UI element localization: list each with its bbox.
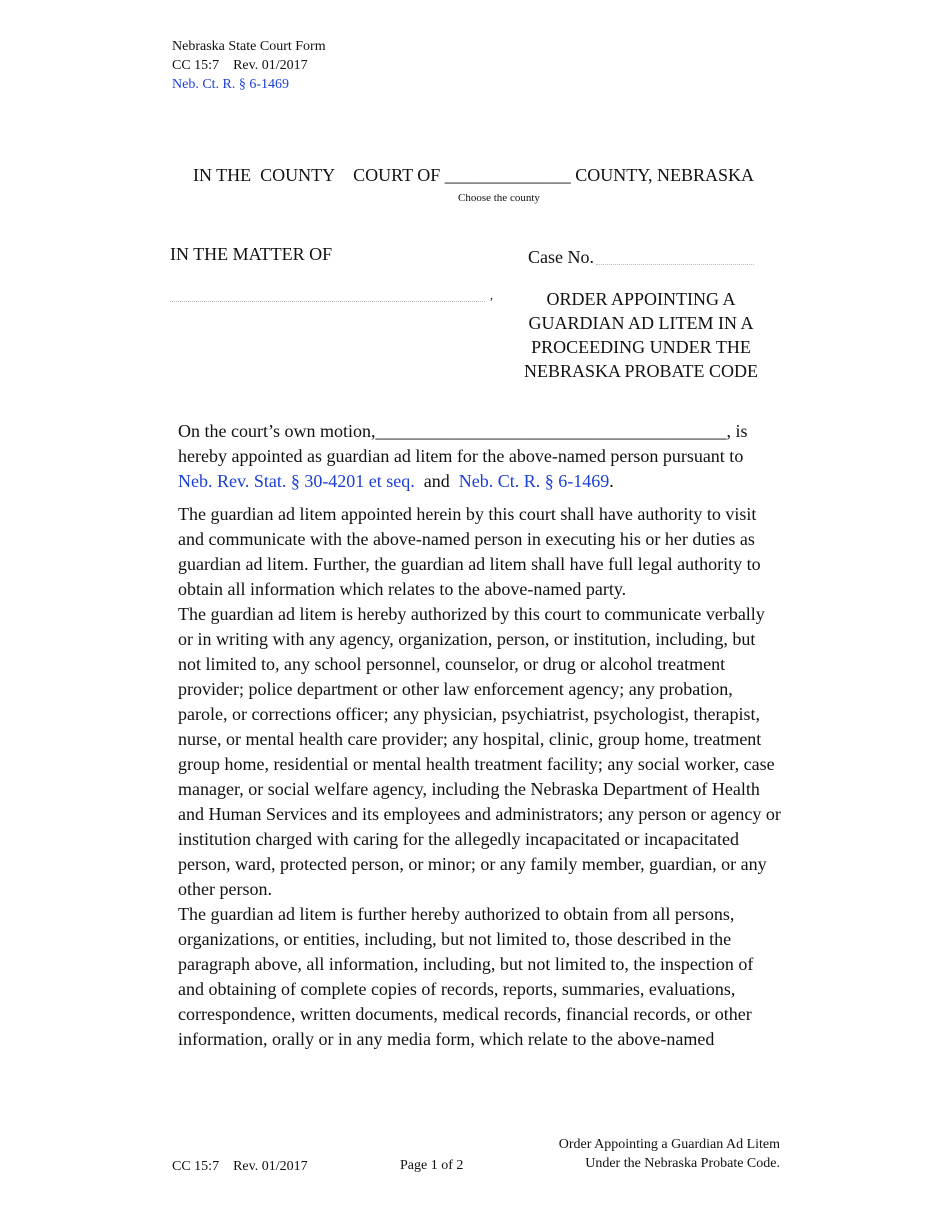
communication-paragraph: The guardian ad litem is hereby authorized by this court to communicate verbally or in writing with any agency, organization, person, or institution, including, but not limited to, any school personnel, counselor, or drug or alcohol treatment provider; police department or other law enforcement agency; any probation, parole, or corrections officer; any physician, psychiatrist, psychologist, therapist, nurse, or mental health care provider; any hospital, clinic, group home, treatment group home, residential or mental health treatment facility; any social worker, case manager, or social welfare agency, including the Nebraska Department of Health and Human Services and its employees and administrators; any person or agency or institution charged with caring for the allegedly incapacitated or incapacitated person, ward, protected person, or minor; or any family member, guardian, or any other person. — [178, 604, 781, 899]
court-line — [193, 165, 754, 186]
order-title-line: GUARDIAN AD LITEM IN A — [528, 313, 754, 333]
records-paragraph: The guardian ad litem is further hereby authorized to obtain from all persons, organizations, or entities, including, but not limited to, those described in the paragraph above, all information, including, but not limited to, the inspection of and obtaining of complete copies of records, reports, summaries, evaluations, correspondence, written documents, medical records, financial records, or other information, orally or in any media form, which relate to the above-named — [178, 904, 754, 1049]
matter-name-field[interactable] — [170, 301, 485, 302]
footer-title-line: Under the Nebraska Probate Code. — [585, 1156, 780, 1171]
and-text: and — [423, 471, 450, 491]
appointment-paragraph — [178, 419, 782, 494]
footer-form-id — [172, 1157, 308, 1176]
motion-text: On the court’s own motion, — [178, 421, 376, 441]
matter-label: IN THE MATTER OF — [170, 244, 333, 264]
is-text: , is — [726, 421, 748, 441]
court-prefix: IN THE — [193, 165, 252, 185]
authority-paragraph: The guardian ad litem appointed herein by this court shall have authority to visit and communicate with the above-named person in executing his or her duties as guardian ad litem. Further, the guardian ad litem shall have full legal authority to obtain all information which relates to the above-named party. — [178, 504, 761, 599]
guardian-name-field[interactable]: _______________________________________ — [375, 421, 727, 441]
footer-title — [520, 1135, 780, 1173]
form-header — [172, 37, 326, 94]
form-revision: Rev. 01/2017 — [233, 58, 308, 73]
court-suffix: COUNTY, NEBRASKA — [575, 165, 754, 185]
order-body — [178, 419, 782, 1052]
county-select[interactable]: ______________ — [444, 165, 571, 185]
order-title — [498, 287, 784, 383]
case-number-label: Case No. — [528, 247, 594, 267]
form-number-line — [172, 56, 326, 75]
page-number: Page 1 of 2 — [400, 1158, 464, 1173]
rule-link-body[interactable]: Neb. Ct. R. § 6-1469 — [458, 471, 610, 491]
form-number: CC 15:7 — [172, 58, 220, 73]
footer-revision: Rev. 01/2017 — [233, 1159, 308, 1174]
period: . — [609, 471, 614, 491]
county-hint: Choose the county — [458, 192, 540, 204]
appointment-text: hereby appointed as guardian ad litem for the above-named person pursuant to — [178, 446, 744, 466]
matter-name-comma: , — [490, 288, 493, 302]
form-name: Nebraska State Court Form — [172, 39, 326, 54]
case-number-field[interactable] — [596, 264, 754, 265]
court-of-label: COURT OF — [353, 165, 441, 185]
order-title-line: ORDER APPOINTING A — [546, 289, 736, 309]
footer-title-line: Order Appointing a Guardian Ad Litem — [558, 1137, 780, 1152]
statute-link[interactable]: Neb. Rev. Stat. § 30-4201 et seq. — [178, 471, 415, 491]
rule-link[interactable]: Neb. Ct. R. § 6-1469 — [172, 77, 290, 92]
order-title-line: PROCEEDING UNDER THE — [531, 337, 751, 357]
court-type-select[interactable]: COUNTY — [260, 165, 336, 185]
footer-form-number: CC 15:7 — [172, 1159, 220, 1174]
order-title-line: NEBRASKA PROBATE CODE — [523, 361, 759, 381]
